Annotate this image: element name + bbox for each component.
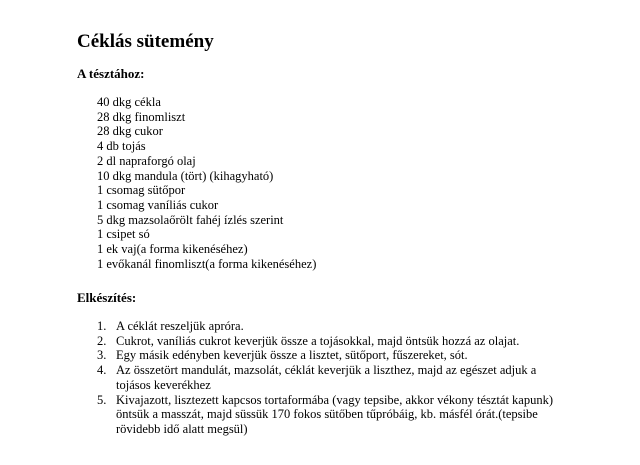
ingredient-item: 1 csipet só <box>97 227 150 242</box>
steps-heading: Elkészítés: <box>77 290 137 305</box>
step-item <box>97 319 567 334</box>
ingredient-item: 2 dl napraforgó olaj <box>97 153 196 168</box>
ingredient-item: 4 db tojás <box>97 139 146 154</box>
ingredient-item: 1 ek vaj(a forma kikenéséhez) <box>97 242 248 257</box>
step-number: 3. <box>97 348 107 363</box>
step-list <box>97 319 567 437</box>
step-text: A céklát reszeljük apróra. <box>116 319 244 333</box>
step-item <box>97 348 567 363</box>
ingredient-item: 1 csomag vaníliás cukor <box>97 197 219 212</box>
ingredient-item: 5 dkg mazsolaőrölt fahéj ízlés szerint <box>97 212 284 227</box>
step-text: Kivajazott, lisztezett kapcsos tortaformába (vagy tepsibe, akkor vékony tésztát kapunk) öntsük a masszát, majd süssük 170 fokos sütőben tűpróbáig, kb. másfél órát.(tepsibe rövidebb idő alatt megsül) <box>116 392 553 436</box>
ingredient-item: 40 dkg cékla <box>97 95 161 109</box>
step-number: 1. <box>97 319 107 333</box>
recipe-title: Céklás sütemény <box>77 31 214 52</box>
step-number: 2. <box>97 333 107 348</box>
step-number: 4. <box>97 363 107 378</box>
ingredient-item: 28 dkg finomliszt <box>97 109 186 124</box>
step-item <box>97 363 567 392</box>
ingredient-item: 10 dkg mandula (tört) (kihagyható) <box>97 168 274 183</box>
ingredient-item: 1 evőkanál finomliszt(a forma kikenéséhez) <box>97 256 317 271</box>
step-item <box>97 334 567 349</box>
ingredient-list <box>97 95 316 271</box>
step-text: Cukrot, vaníliás cukrot keverjük össze a tojásokkal, majd öntsük hozzá az olajat. <box>116 333 520 348</box>
step-text: Egy másik edényben keverjük össze a lisztet, sütőport, fűszereket, sót. <box>116 348 468 363</box>
step-text: Az összetört mandulát, mazsolát, céklát keverjük a liszthez, majd az egészet adjuk a tojásos keverékhez <box>116 363 537 392</box>
ingredient-item: 1 csomag sütőpor <box>97 183 186 198</box>
step-item <box>97 393 567 437</box>
ingredient-item: 28 dkg cukor <box>97 124 163 139</box>
ingredients-heading: A tésztához: <box>77 66 145 81</box>
step-number: 5. <box>97 392 107 407</box>
